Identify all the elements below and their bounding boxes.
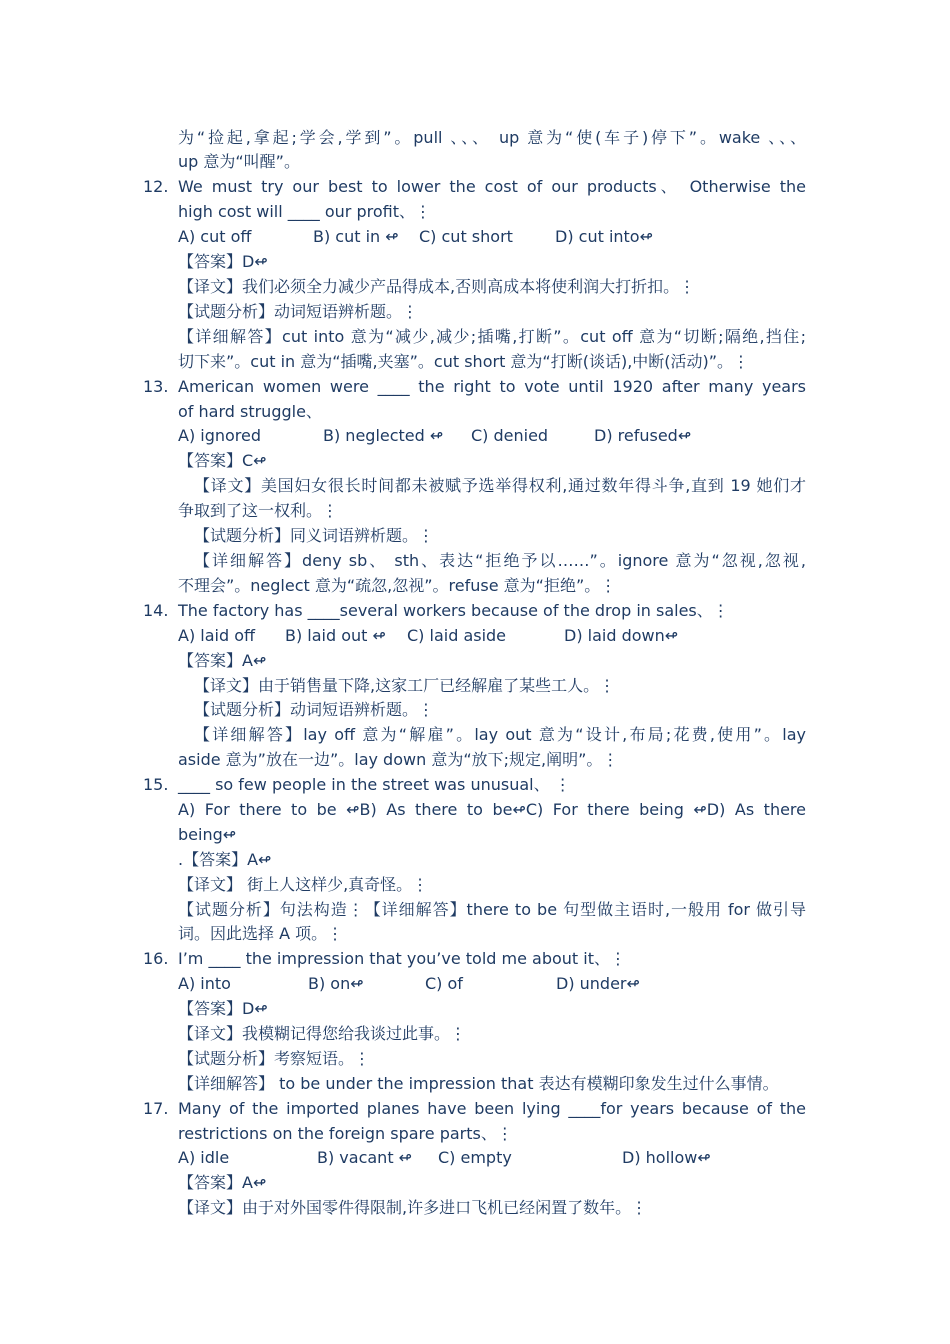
option-b: B) neglected ↫ xyxy=(323,426,444,445)
analysis: 【试题分析】动词短语辨析题。⋮ xyxy=(178,302,419,321)
question-text: of hard struggle、 xyxy=(178,402,322,421)
answer: .【答案】A↫ xyxy=(178,850,272,869)
option-d: D) laid down↫ xyxy=(564,626,679,645)
explanation: 不理会”。neglect 意为“疏忽,忽视”。refuse 意为“拒绝”。⋮ xyxy=(178,576,617,595)
answer: 【答案】A↫ xyxy=(178,1173,267,1192)
answer: 【答案】C↫ xyxy=(178,451,267,470)
option-b: B) cut in ↫ xyxy=(313,227,399,246)
analysis: 【试题分析】考察短语。⋮ xyxy=(178,1049,371,1068)
option-b: B) vacant ↫ xyxy=(317,1148,413,1167)
option-b: B) on↫ xyxy=(308,974,364,993)
translation: 【译文】由于销售量下降,这家工厂已经解雇了某些工人。⋮ xyxy=(194,676,616,695)
question-number: 15. xyxy=(143,775,169,794)
options-line: being↫ xyxy=(178,825,237,844)
explanation: 【详细解答】lay off 意为“解雇”。lay out 意为“设计,布局;花费,使用”。lay xyxy=(194,725,806,744)
translation: 【译文】我们必须全力减少产品得成本,否则高成本将使利润大打折扣。⋮ xyxy=(178,277,696,296)
translation: 争取到了这一权利。⋮ xyxy=(178,501,339,520)
options-line: A) For there to be ↫B) As there to be↫C) For there being ↫D) As there xyxy=(178,800,806,819)
question-text: American women were ____ the right to vote until 1920 after many years xyxy=(178,377,806,396)
option-a: A) ignored xyxy=(178,426,262,445)
answer: 【答案】D↫ xyxy=(178,252,268,271)
analysis: 词。因此选择 A 项。⋮ xyxy=(178,924,344,943)
option-c: C) cut short xyxy=(419,227,513,246)
explanation: 【详细解答】cut into 意为“减少,减少;插嘴,打断”。cut off 意为“切断;隔绝,挡住; xyxy=(178,327,806,346)
option-a: A) laid off xyxy=(178,626,256,645)
question-text: The factory has ____several workers because of the drop in sales、⋮ xyxy=(178,601,729,620)
answer: 【答案】D↫ xyxy=(178,999,268,1018)
explanation: 【详细解答】deny sb、 sth、表达“拒绝予以……”。ignore 意为“忽视,忽视, xyxy=(194,551,806,570)
option-c: C) of xyxy=(425,974,463,993)
translation: 【译文】由于对外国零件得限制,许多进口飞机已经闲置了数年。⋮ xyxy=(178,1198,648,1217)
explanation: 【详细解答】 to be under the impression that 表达有模糊印象发生过什么事情。 xyxy=(178,1074,779,1093)
analysis: 【试题分析】动词短语辨析题。⋮ xyxy=(194,700,435,719)
question-text: We must try our best to lower the cost of our products、 Otherwise the xyxy=(178,177,806,196)
analysis: 【试题分析】同义词语辨析题。⋮ xyxy=(194,526,435,545)
question-number: 13. xyxy=(143,377,169,396)
translation: 【译文】我模糊记得您给我谈过此事。⋮ xyxy=(178,1024,467,1043)
option-a: A) cut off xyxy=(178,227,252,246)
option-a: A) idle xyxy=(178,1148,230,1167)
option-d: D) hollow↫ xyxy=(622,1148,711,1167)
question-number: 16. xyxy=(143,949,169,968)
translation: 【译文】美国妇女很长时间都未被赋予选举得权利,通过数年得斗争,直到 19 她们才 xyxy=(194,476,806,495)
question-text: high cost will ____ our profit、⋮ xyxy=(178,202,431,221)
answer: 【答案】A↫ xyxy=(178,651,267,670)
question-number: 14. xyxy=(143,601,169,620)
question-number: 12. xyxy=(143,177,169,196)
option-d: D) cut into↫ xyxy=(555,227,653,246)
analysis: 【试题分析】句法构造⋮【详细解答】there to be 句型做主语时,一般用 for 做引导 xyxy=(178,900,806,919)
text-line: up 意为“叫醒”。 xyxy=(178,152,300,171)
option-a: A) into xyxy=(178,974,231,993)
text-line: 为“捡起,拿起;学会,学到”。pull 、、、 up 意为“使(车子)停下”。wake 、、、 xyxy=(178,128,806,147)
option-d: D) refused↫ xyxy=(594,426,692,445)
question-number: 17. xyxy=(143,1099,169,1118)
option-d: D) under↫ xyxy=(556,974,640,993)
question-text: I’m ____ the impression that you’ve told me about it、⋮ xyxy=(178,949,626,968)
option-c: C) denied xyxy=(471,426,549,445)
explanation: 切下来”。cut in 意为“插嘴,夹塞”。cut short 意为“打断(谈话),中断(活动)”。⋮ xyxy=(178,352,750,371)
question-text: Many of the imported planes have been lying ____for years because of the xyxy=(178,1099,806,1118)
option-c: C) laid aside xyxy=(407,626,507,645)
question-text: restrictions on the foreign spare parts、⋮ xyxy=(178,1124,513,1143)
explanation: aside 意为”放在一边”。lay down 意为“放下;规定,阐明”。⋮ xyxy=(178,750,619,769)
option-c: C) empty xyxy=(438,1148,512,1167)
question-text: ____ so few people in the street was unusual、 ⋮ xyxy=(178,775,571,794)
option-b: B) laid out ↫ xyxy=(285,626,386,645)
translation: 【译文】 街上人这样少,真奇怪。⋮ xyxy=(178,875,429,894)
